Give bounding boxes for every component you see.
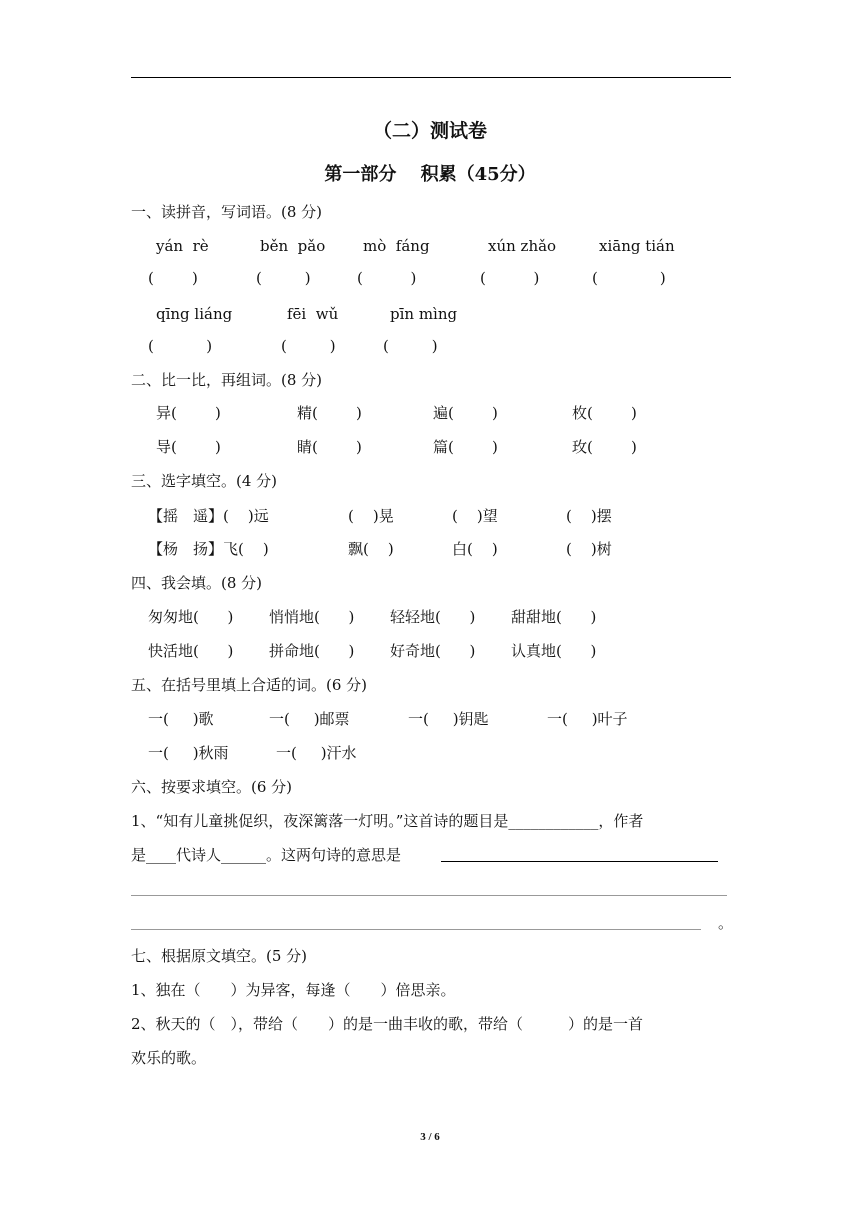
choose-item[interactable]: ( )摆 xyxy=(566,507,612,525)
answer-bracket[interactable]: ( ) xyxy=(148,337,213,355)
pinyin-item: mò fáng xyxy=(363,237,430,255)
answer-bracket[interactable]: ( ) xyxy=(480,269,540,287)
page-number: 3 / 6 xyxy=(420,1131,440,1143)
measure-word-item[interactable]: 一( )汗水 xyxy=(276,744,357,762)
pinyin-item: pīn mìng xyxy=(390,305,458,323)
fill-item[interactable]: 好奇地( ) xyxy=(390,642,476,660)
answer-bracket[interactable]: ( ) xyxy=(383,337,438,355)
section-5-heading: 五、在括号里填上合适的词。(6 分) xyxy=(131,676,368,694)
answer-bracket[interactable]: ( ) xyxy=(148,269,198,287)
pinyin-item: xún zhǎo xyxy=(488,237,557,255)
compare-item[interactable]: 异( ) xyxy=(156,404,221,422)
measure-word-item[interactable]: 一( )歌 xyxy=(148,710,214,728)
fill-item[interactable]: 轻轻地( ) xyxy=(390,608,476,626)
choose-item[interactable]: 【摇 遥】( )远 xyxy=(148,507,269,525)
question-7-2-line1: 2、秋天的（ ），带给（ ）的是一曲丰收的歌，带给（ ）的是一首 xyxy=(131,1015,644,1033)
question-6-1-line2: 是____代诗人______。这两句诗的意思是 xyxy=(131,846,402,864)
fill-item[interactable]: 甜甜地( ) xyxy=(511,608,597,626)
header-rule xyxy=(131,77,731,78)
choose-item[interactable]: 【杨 扬】飞( ) xyxy=(148,540,269,558)
answer-blank-line[interactable] xyxy=(131,929,701,930)
answer-blank-line[interactable] xyxy=(131,895,727,896)
answer-bracket[interactable]: ( ) xyxy=(281,337,336,355)
compare-item[interactable]: 精( ) xyxy=(297,404,362,422)
end-mark: 。 xyxy=(718,914,734,932)
section-4-heading: 四、我会填。(8 分) xyxy=(131,574,263,592)
choose-item[interactable]: 飘( ) xyxy=(348,540,394,558)
compare-item[interactable]: 遍( ) xyxy=(433,404,498,422)
question-7-2-line2: 欢乐的歌。 xyxy=(131,1049,207,1067)
section-1-heading: 一、读拼音，写词语。(8 分) xyxy=(131,203,323,221)
compare-item[interactable]: 导( ) xyxy=(156,438,221,456)
fill-item[interactable]: 匆匆地( ) xyxy=(148,608,234,626)
question-6-1-line1: 1、“知有儿童挑促织，夜深篱落一灯明。”这首诗的题目是____________，作者 xyxy=(131,812,644,830)
fill-item[interactable]: 悄悄地( ) xyxy=(269,608,355,626)
choose-item[interactable]: 白( ) xyxy=(452,540,498,558)
answer-bracket[interactable]: ( ) xyxy=(256,269,311,287)
section-6-heading: 六、按要求填空。(6 分) xyxy=(131,778,293,796)
pinyin-item: xiāng tián xyxy=(599,237,675,255)
part-title: 第一部分 积累（45分） xyxy=(324,164,536,185)
choose-item[interactable]: ( )望 xyxy=(452,507,498,525)
measure-word-item[interactable]: 一( )邮票 xyxy=(269,710,350,728)
measure-word-item[interactable]: 一( )秋雨 xyxy=(148,744,229,762)
compare-item[interactable]: 玫( ) xyxy=(572,438,637,456)
section-7-heading: 七、根据原文填空。(5 分) xyxy=(131,947,308,965)
exam-title: （二）测试卷 xyxy=(372,120,487,142)
compare-item[interactable]: 篇( ) xyxy=(433,438,498,456)
measure-word-item[interactable]: 一( )叶子 xyxy=(547,710,628,728)
section-2-heading: 二、比一比，再组词。(8 分) xyxy=(131,371,323,389)
compare-item[interactable]: 睛( ) xyxy=(297,438,362,456)
fill-item[interactable]: 快活地( ) xyxy=(148,642,234,660)
question-7-1: 1、独在（ ）为异客，每逢（ ）倍思亲。 xyxy=(131,981,456,999)
pinyin-item: běn pǎo xyxy=(260,237,326,255)
answer-bracket[interactable]: ( ) xyxy=(357,269,417,287)
pinyin-item: fēi wǔ xyxy=(287,305,339,323)
choose-item[interactable]: ( )晃 xyxy=(348,507,394,525)
fill-item[interactable]: 拼命地( ) xyxy=(269,642,355,660)
compare-item[interactable]: 枚( ) xyxy=(572,404,637,422)
pinyin-item: yán rè xyxy=(156,237,209,255)
measure-word-item[interactable]: 一( )钥匙 xyxy=(408,710,489,728)
fill-item[interactable]: 认真地( ) xyxy=(511,642,597,660)
choose-item[interactable]: ( )树 xyxy=(566,540,612,558)
answer-bracket[interactable]: ( ) xyxy=(592,269,666,287)
answer-blank-line[interactable] xyxy=(441,861,718,862)
pinyin-item: qīng liáng xyxy=(156,305,233,323)
section-3-heading: 三、选字填空。(4 分) xyxy=(131,472,278,490)
